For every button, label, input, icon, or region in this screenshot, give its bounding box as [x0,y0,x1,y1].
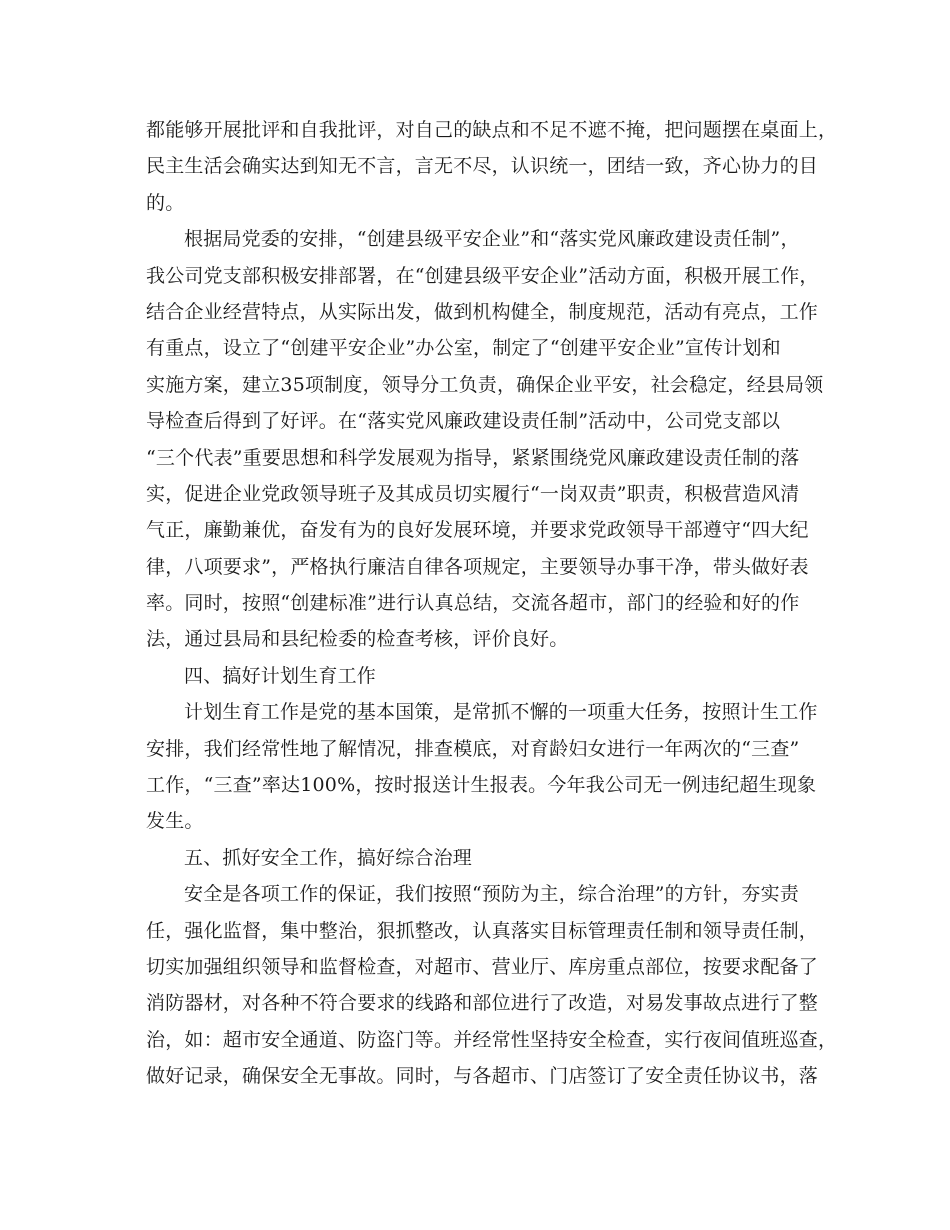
text-line: 都能够开展批评和自我批评，对自己的缺点和不足不遮不掩，把问题摆在桌面上， [146,119,838,141]
text-line: 安排，我们经常性地了解情况，排查模底，对育龄妇女进行一年两次的“三查” [146,737,800,760]
text-line: 实施方案，建立35项制度，领导分工负责，确保企业平安，社会稳定，经县局领 [146,373,824,396]
text-line: 的。 [146,191,185,214]
text-line: 率。同时，按照“创建标准”进行认真总结，交流各超市，部门的经验和好的作 [146,592,800,615]
paragraph-first-line: 安全是各项工作的保证，我们按照“预防为主，综合治理”的方针，夯实责 [184,883,800,906]
text-line: 工作，“三查”率达100%，按时报送计生报表。今年我公司无一例违纪超生现象 [146,774,817,797]
paragraph-first-line: 四、搞好计划生育工作 [184,664,377,687]
text-line: 律，八项要求”，严格执行廉洁自律各项规定，主要领导办事干净，带头做好表 [146,555,809,578]
text-line: 做好记录，确保安全无事故。同时，与各超市、门店签订了安全责任协议书，落 [146,1065,819,1088]
text-line: 我公司党支部积极安排部署，在“创建县级平安企业”活动方面，积极开展工作， [146,264,819,287]
text-line: 结合企业经营特点，从实际出发，做到机构健全，制度规范，活动有亮点，工作 [146,300,819,323]
text-line: “三个代表”重要思想和科学发展观为指导，紧紧围绕党风廉政建设责任制的落 [146,446,800,469]
text-line: 有重点，设立了“创建平安企业”办公室，制定了“创建平安企业”宣传计划和 [146,337,781,360]
text-line: 治，如：超市安全通道、防盗门等。并经常性坚持安全检查，实行夜间值班巡查， [146,1028,838,1051]
document-body [146,112,838,1095]
text-line: 实，促进企业党政领导班子及其成员切实履行“一岗双责”职责，积极营造风清 [146,482,800,505]
text-line: 消防器材，对各种不符合要求的线路和部位进行了改造，对易发事故点进行了整 [146,992,819,1015]
paragraph-first-line: 根据局党委的安排，“创建县级平安企业”和“落实党风廉政建设责任制”， [184,228,800,251]
paragraph-first-line: 五、抓好安全工作，搞好综合治理 [184,846,473,869]
text-line: 切实加强组织领导和监督检查，对超市、营业厅、库房重点部位，按要求配备了 [146,955,819,978]
text-line: 任，强化监督，集中整治，狠抓整改，认真落实目标管理责任制和领导责任制， [146,919,819,942]
text-line: 民主生活会确实达到知无不言，言无不尽，认识统一，团结一致，齐心协力的目 [146,155,819,178]
text-line: 气正，廉勤兼优，奋发有为的良好发展环境，并要求党政领导干部遵守“四大纪 [146,519,809,542]
text-line: 导检查后得到了好评。在“落实党风廉政建设责任制”活动中，公司党支部以 [146,410,781,433]
paragraph-first-line: 计划生育工作是党的基本国策，是常抓不懈的一项重大任务，按照计生工作 [184,701,818,724]
text-line: 法，通过县局和县纪检委的检查考核，评价良好。 [146,628,569,651]
text-line: 发生。 [146,810,204,833]
